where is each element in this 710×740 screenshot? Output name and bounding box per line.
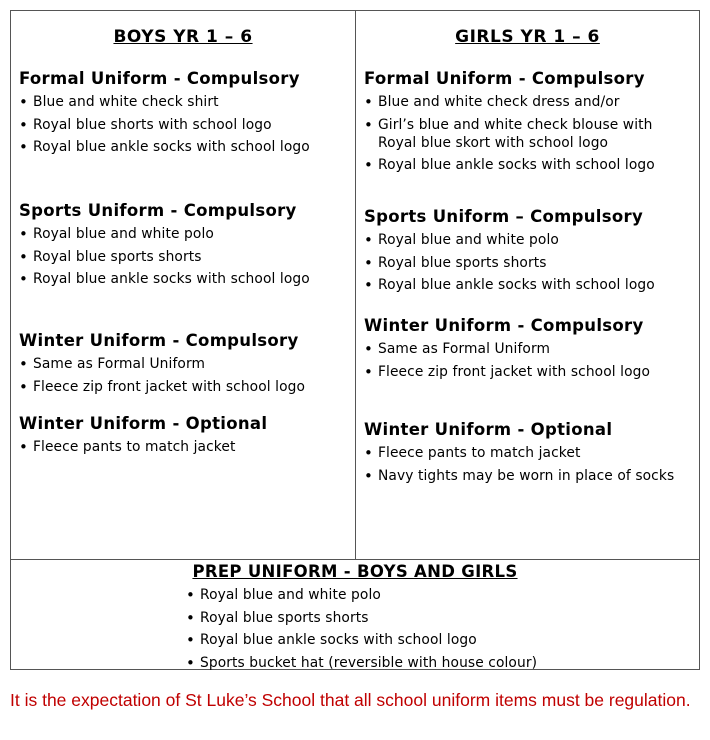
list-item: • Royal blue sports shorts — [19, 246, 349, 269]
list-item: • Sports bucket hat (reversible with house colour) — [186, 652, 537, 675]
section-title: Formal Uniform - Compulsory — [19, 69, 300, 88]
uniform-table — [10, 10, 700, 670]
list-item: • Royal blue ankle socks with school logo — [364, 154, 693, 177]
list-item: • Royal blue and white polo — [364, 229, 693, 252]
list-item: • Fleece zip front jacket with school logo — [364, 361, 693, 384]
girls-winter-compulsory-section — [364, 316, 693, 383]
list-item: • Royal blue and white polo — [19, 223, 349, 246]
girls-formal-section — [364, 69, 693, 176]
section-title: Sports Uniform - Compulsory — [19, 201, 297, 220]
section-title: Formal Uniform - Compulsory — [364, 69, 645, 88]
boys-title: BOYS YR 1 – 6 — [113, 27, 253, 47]
list-item: • Royal blue ankle socks with school logo — [186, 629, 537, 652]
boys-winter-compulsory-section — [19, 331, 349, 398]
list-item: • Fleece pants to match jacket — [364, 442, 693, 465]
list-item: • Royal blue shorts with school logo — [19, 114, 349, 137]
list-item: • Royal blue sports shorts — [364, 252, 693, 275]
section-title: Sports Uniform – Compulsory — [364, 207, 644, 226]
boys-formal-section — [19, 69, 349, 159]
regulation-note: It is the expectation of St Luke’s School that all school uniform items must be regulation. — [10, 690, 691, 710]
girls-column — [356, 11, 699, 559]
section-title: Winter Uniform - Optional — [19, 414, 268, 433]
list-item: • Same as Formal Uniform — [364, 338, 693, 361]
list-item: • Royal blue sports shorts — [186, 607, 537, 630]
list-item: • Blue and white check dress and/or — [364, 91, 693, 114]
section-title: Winter Uniform - Optional — [364, 420, 613, 439]
list-item: • Fleece zip front jacket with school logo — [19, 376, 349, 399]
list-item: • Blue and white check shirt — [19, 91, 349, 114]
girls-winter-optional-section — [364, 420, 693, 487]
list-item: • Royal blue ankle socks with school logo — [19, 136, 349, 159]
list-item: • Same as Formal Uniform — [19, 353, 349, 376]
section-title: Winter Uniform - Compulsory — [364, 316, 644, 335]
list-item: • Navy tights may be worn in place of socks — [364, 465, 693, 488]
prep-section — [11, 559, 699, 670]
list-item: • Girl’s blue and white check blouse with Royal blue skort with school logo — [364, 116, 668, 152]
list-item: • Royal blue ankle socks with school logo — [364, 274, 693, 297]
list-item: • Fleece pants to match jacket — [19, 436, 349, 459]
section-title: Winter Uniform - Compulsory — [19, 331, 299, 350]
girls-title: GIRLS YR 1 – 6 — [455, 27, 600, 47]
list-item: • Royal blue and white polo — [186, 584, 537, 607]
list-item: • Royal blue ankle socks with school logo — [19, 268, 349, 291]
boys-winter-optional-section — [19, 414, 349, 459]
boys-column — [11, 11, 356, 559]
girls-sports-section — [364, 207, 693, 297]
prep-title: PREP UNIFORM - BOYS AND GIRLS — [192, 562, 518, 581]
boys-sports-section — [19, 201, 349, 291]
